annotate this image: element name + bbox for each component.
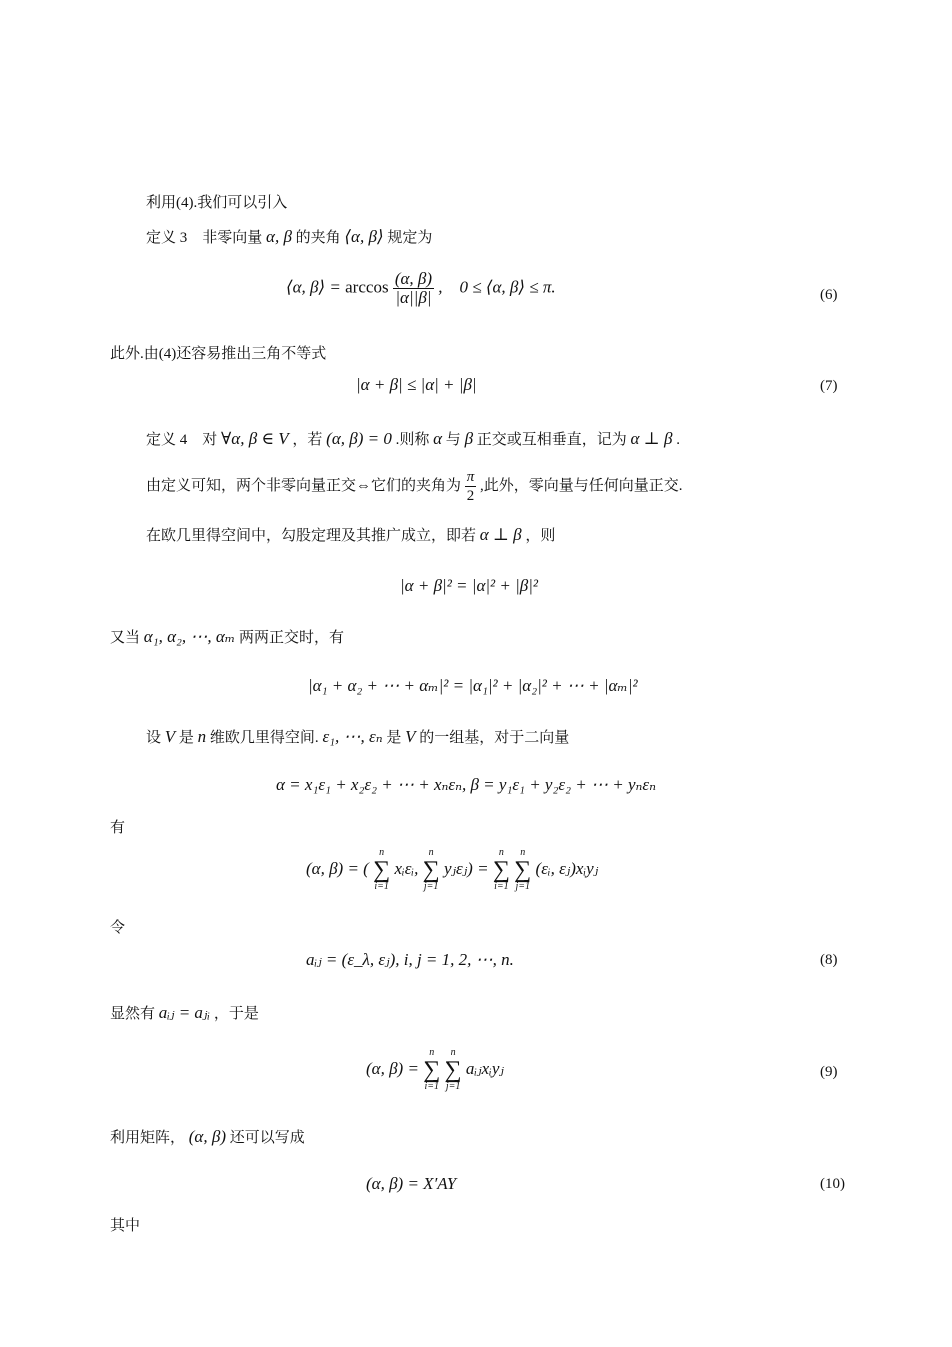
math-span: α ⊥ β (630, 429, 673, 448)
math-span: V (164, 727, 176, 746)
text-span: ，若 (292, 432, 323, 448)
text-span: 正交或互相垂直，记为 (476, 432, 627, 448)
text-span: 由定义可知，两个非零向量正交⇔它们的夹角为 (146, 477, 462, 494)
math-span: ⟨α, β⟩ (344, 227, 384, 246)
fraction-denominator: |α||β| (395, 288, 432, 307)
fraction (465, 468, 477, 505)
summation (373, 848, 390, 892)
math-span: α (433, 429, 443, 448)
text-span: .则称 (395, 432, 430, 448)
math-span: n (197, 727, 207, 746)
text-span: 又当 (110, 630, 141, 646)
text-line: 此外.由(4)还容易推出三角不等式 (110, 346, 327, 362)
sum-upper: n (520, 847, 526, 858)
sum-upper: n (428, 847, 434, 858)
text-line: 其中 (110, 1218, 141, 1234)
text-span: 定义 3 非零向量 (146, 230, 263, 246)
text-span: 利用矩阵， (110, 1130, 186, 1146)
sigma-symbol: ∑ (444, 1057, 462, 1083)
equation-number: (8) (820, 952, 838, 968)
text-span: 定义 4 对 (146, 432, 218, 448)
math-span: (α, β) (188, 1127, 226, 1146)
pythagoras-equation: |α + β|² = |α|² + |β|² (400, 576, 539, 595)
text-span: 两两正交时，有 (239, 630, 345, 646)
text-span: 维欧几里得空间. (209, 730, 319, 746)
math-span: ∀α, β ∈ V (221, 429, 289, 448)
math-span: α₁, α₂, ⋯, αₘ (143, 627, 236, 646)
text-span: ，于是 (213, 1006, 259, 1022)
text-line: 利用(4).我们可以引入 (146, 195, 288, 211)
equation-9 (366, 1048, 504, 1092)
sum-upper: n (498, 847, 504, 858)
equation-7: |α + β| ≤ |α| + |β| (356, 375, 477, 394)
sum-upper: n (450, 1047, 456, 1058)
math-span: ε₁, ⋯, εₙ (322, 727, 383, 746)
sum-lower: j=1 (423, 881, 439, 892)
math-span: (α, β) = ( (306, 858, 369, 878)
math-span: ⟨α, β⟩ = (286, 277, 346, 297)
text-line (146, 726, 569, 747)
text-span: 是 (178, 730, 194, 746)
math-span: V (405, 727, 416, 746)
equation-number: (10) (820, 1176, 845, 1192)
text-span: 的一组基，对于二向量 (419, 730, 570, 746)
text-span: 在欧几里得空间中，勾股定理及其推广成立，即若 (146, 528, 477, 544)
text-span: 的夹角 (295, 230, 341, 246)
text-span: ，则 (525, 528, 556, 544)
summation (423, 848, 440, 892)
sigma-symbol: ∑ (492, 857, 510, 883)
inner-product-equation (306, 848, 598, 892)
summation (445, 1048, 462, 1092)
math-span: (α, β) = (366, 1058, 419, 1078)
math-span: α, β (266, 227, 292, 246)
math-span: (εᵢ, εⱼ)xᵢyⱼ (535, 858, 599, 878)
math-span: (α, β) = 0 (326, 429, 392, 448)
text-span: 设 (146, 730, 162, 746)
sigma-symbol: ∑ (422, 857, 440, 883)
fraction-numerator: π (466, 469, 475, 485)
sigma-symbol: ∑ (423, 1057, 441, 1083)
text-line (110, 1002, 259, 1023)
equation-10: (α, β) = X′AY (366, 1174, 457, 1193)
sum-lower: i=1 (494, 881, 509, 892)
summation (514, 848, 531, 892)
sigma-symbol: ∑ (514, 857, 532, 883)
text-span: . (676, 432, 680, 448)
text-line: 令 (110, 920, 126, 936)
equation-number: (7) (820, 378, 838, 394)
math-span: aᵢⱼxᵢyⱼ (465, 1058, 504, 1078)
math-span: α ⊥ β (479, 525, 522, 544)
orthogonality-note (146, 468, 683, 505)
equation-number: (6) (820, 287, 838, 303)
equation-6 (286, 270, 556, 307)
math-span: β (464, 429, 474, 448)
sum-lower: i=1 (374, 881, 389, 892)
definition-4 (146, 428, 680, 449)
coordinates-equation: α = x₁ε₁ + x₂ε₂ + ⋯ + xₙεₙ, β = y₁ε₁ + y₂ε₂ + ⋯ + yₙεₙ (276, 775, 656, 794)
fraction-numerator: (α, β) (394, 269, 433, 288)
text-span: ,此外，零向量与任何向量正交. (480, 477, 683, 494)
math-span: , 0 ≤ ⟨α, β⟩ ≤ π. (438, 277, 556, 297)
summation (423, 1048, 440, 1092)
sum-lower: j=1 (445, 1081, 461, 1092)
generalized-pythagoras-equation: |α₁ + α₂ + ⋯ + αₘ|² = |α₁|² + |α₂|² + ⋯ + |αₘ|² (308, 676, 638, 695)
text-line: 有 (110, 820, 126, 836)
text-span: 还可以写成 (229, 1130, 305, 1146)
summation (493, 848, 510, 892)
text-span: 规定为 (387, 230, 433, 246)
sigma-symbol: ∑ (373, 857, 391, 883)
math-span: arccos (345, 277, 389, 297)
text-line (110, 1126, 305, 1147)
fraction (393, 270, 434, 307)
fraction-denominator: 2 (466, 488, 475, 504)
text-span: 与 (445, 432, 461, 448)
equation-number: (9) (820, 1064, 838, 1080)
math-span: aᵢⱼ = aⱼᵢ (158, 1003, 211, 1022)
text-span: 显然有 (110, 1006, 156, 1022)
sum-upper: n (379, 847, 385, 858)
sum-lower: j=1 (515, 881, 530, 892)
text-line (110, 626, 344, 647)
math-span: yⱼεⱼ) = (443, 858, 489, 878)
text-line (146, 524, 555, 545)
math-span: xᵢεᵢ, (394, 858, 419, 878)
text-span: 是 (386, 730, 402, 746)
sum-upper: n (429, 1047, 435, 1058)
definition-3 (146, 226, 432, 247)
equation-8: aᵢⱼ = (ε_λ, εⱼ), i, j = 1, 2, ⋯, n. (306, 950, 514, 969)
sum-lower: i=1 (424, 1081, 439, 1092)
